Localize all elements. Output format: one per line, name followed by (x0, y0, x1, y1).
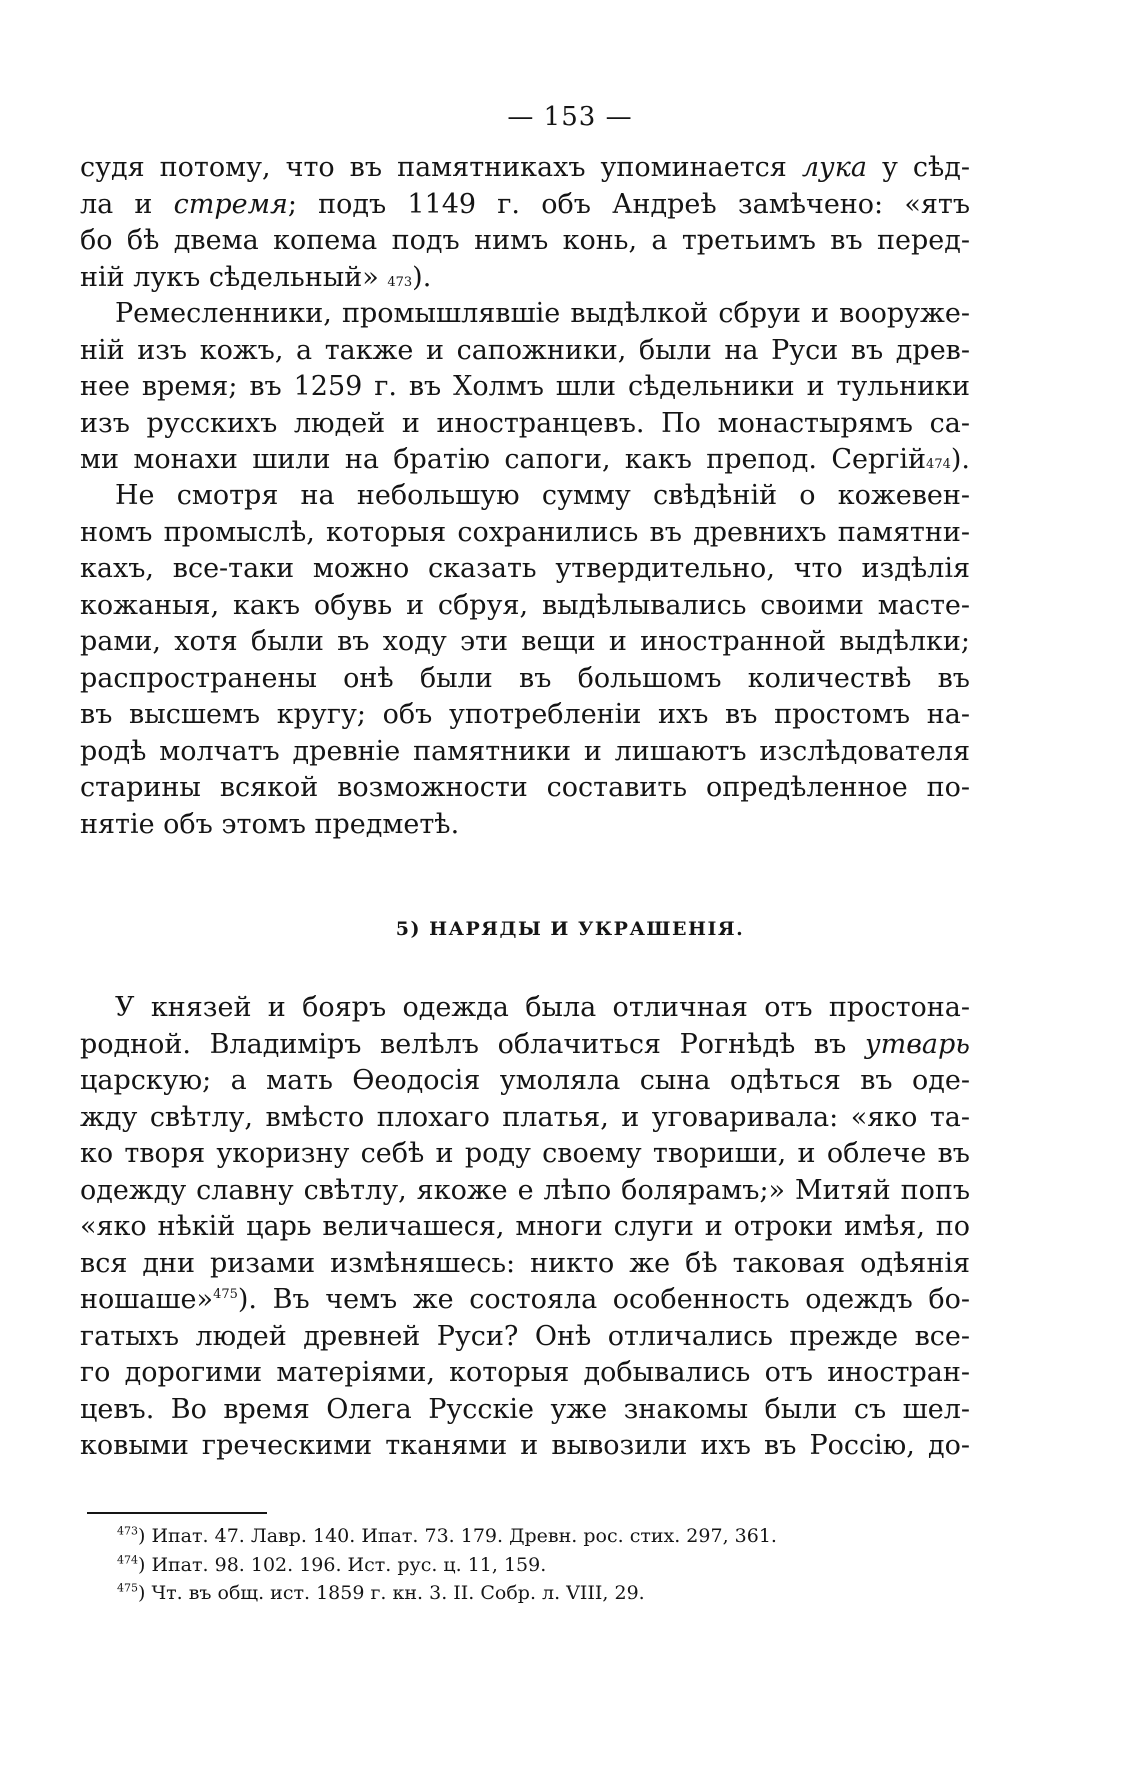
footnote-text: ) Ипат. 47. Лавр. 140. Ипат. 73. 179. Древн. рос. стих. 297, 361. (138, 1525, 777, 1547)
footnote-ref: 473 (387, 274, 413, 290)
text-line: нiй изъ кожъ, а также и сапожники, были на Руси въ древ- (80, 334, 970, 366)
footnote-mark: 474 (117, 1553, 138, 1567)
footnote (117, 1579, 977, 1608)
footnote-mark: 473 (117, 1524, 138, 1538)
text-run: нiй лукъ сѣдельный» (80, 261, 388, 293)
footnote-mark: 475 (117, 1581, 138, 1595)
text-line (80, 1282, 970, 1319)
text-line: ковыми греческими тканями и вывозили ихъ въ Россiю, до- (80, 1430, 970, 1461)
italic-term: лука (801, 152, 867, 183)
text-line: вся дни ризами измѣняшесь: никто же бѣ таковая одѣянiя (80, 1247, 970, 1279)
text-line: нятiе объ этомъ предметѣ. (80, 808, 460, 840)
text-run: ). Въ чемъ же состояла особенность одеждъ бо- (237, 1284, 970, 1315)
text-run: судя потому, что въ памятникахъ упоминается (80, 152, 802, 183)
text-line: «яко нѣкiй царь величашеся, многи слуги и отроки имѣя, по (80, 1211, 970, 1242)
text-run: родной. Владимiръ велѣлъ облачиться Рогнѣдѣ въ (80, 1028, 865, 1060)
text-run: ла и (80, 188, 174, 220)
text-run: ношаше» (80, 1284, 214, 1315)
text-line: нее время; въ 1259 г. въ Холмъ шли сѣдельники и тульники (80, 371, 970, 402)
footnote (117, 1522, 977, 1551)
text-line: царскую; а мать Өеодосiя умоляла сына одѣться въ оде- (80, 1065, 970, 1096)
text-line (80, 442, 970, 479)
text-line: бо бѣ двема копема подъ нимъ конь, а третьимъ въ перед- (80, 225, 970, 256)
text-run: ; подъ 1149 г. объ Андреѣ замѣчено: «ятъ (287, 188, 971, 220)
text-line: жду свѣтлу, вмѣсто плохаго платья, и уговаривала: «яко та- (80, 1101, 970, 1133)
italic-term: утварь (864, 1028, 970, 1060)
page-number: — 153 — (507, 102, 633, 132)
italic-term: стремя (173, 188, 288, 220)
text-line: кожаныя, какъ обувь и сбруя, выдѣлывались своими масте- (80, 589, 970, 621)
text-run: ми монахи шили на братiю сапоги, какъ препод. Сергiй (80, 444, 927, 475)
footnote-ref: 474 (926, 457, 951, 472)
text-line: распространены онѣ были въ большомъ количествѣ въ (80, 662, 970, 694)
text-run: у сѣд- (866, 152, 970, 183)
section-title: 5) НАРЯДЫ И УКРАШЕНIЯ. (395, 918, 745, 940)
paragraph-1 (80, 150, 970, 296)
footnote-ref: 475 (213, 1287, 238, 1302)
text-line: въ высшемъ кругу; объ употребленiи ихъ въ простомъ на- (80, 699, 970, 730)
text-line: изъ русскихъ людей и иностранцевъ. По монастырямъ са- (80, 407, 970, 439)
text-line: рами, хотя были въ ходу эти вещи и иностранной выдѣлки; (80, 626, 970, 657)
text-line: кахъ, все-таки можно сказать утвердительно, что издѣлiя (80, 553, 970, 584)
footnotes (117, 1522, 977, 1608)
text-line (80, 187, 970, 224)
paragraph-3 (80, 478, 970, 843)
text-line: цевъ. Во время Олега Русскiе уже знакомы были съ шел- (80, 1393, 970, 1425)
text-line: одежду славну свѣтлу, якоже е лѣпо болярамъ;» Митяй попъ (80, 1174, 970, 1206)
paragraph-4 (80, 990, 970, 1465)
text-run: ). (412, 261, 432, 293)
text-line: У князей и бояръ одежда была отличная отъ простона- (115, 992, 970, 1023)
footnote-text: ) Чт. въ общ. ист. 1859 г. кн. 3. II. Собр. л. VIII, 29. (138, 1582, 645, 1604)
text-line: старины всякой возможности составить опредѣленное по- (80, 772, 970, 803)
text-line (80, 260, 970, 297)
text-line: го дорогими матерiями, которыя добывались отъ иностран- (80, 1357, 970, 1388)
text-line: номъ промыслѣ, которыя сохранились въ древнихъ памятни- (80, 516, 970, 548)
text-line (80, 150, 970, 187)
footnote-text: ) Ипат. 98. 102. 196. Ист. рус. ц. 11, 159. (138, 1553, 547, 1576)
text-line: Не смотря на небольшую сумму свѣдѣнiй о кожевен- (115, 480, 970, 511)
text-line: родѣ молчатъ древнiе памятники и лишаютъ изслѣдователя (80, 735, 970, 767)
paragraph-2 (80, 296, 970, 479)
text-line: гатыхъ людей древней Руси? Онѣ отличались прежде все- (80, 1320, 970, 1352)
text-line: ко творя укоризну себѣ и роду своему твориши, и облече въ (80, 1138, 970, 1169)
text-line (80, 1027, 970, 1064)
footnote (117, 1551, 977, 1580)
footnote-divider (87, 1512, 267, 1514)
text-line: Ремесленники, промышлявшiе выдѣлкой сбруи и вооруже- (115, 298, 970, 329)
text-run: ). (950, 444, 970, 475)
